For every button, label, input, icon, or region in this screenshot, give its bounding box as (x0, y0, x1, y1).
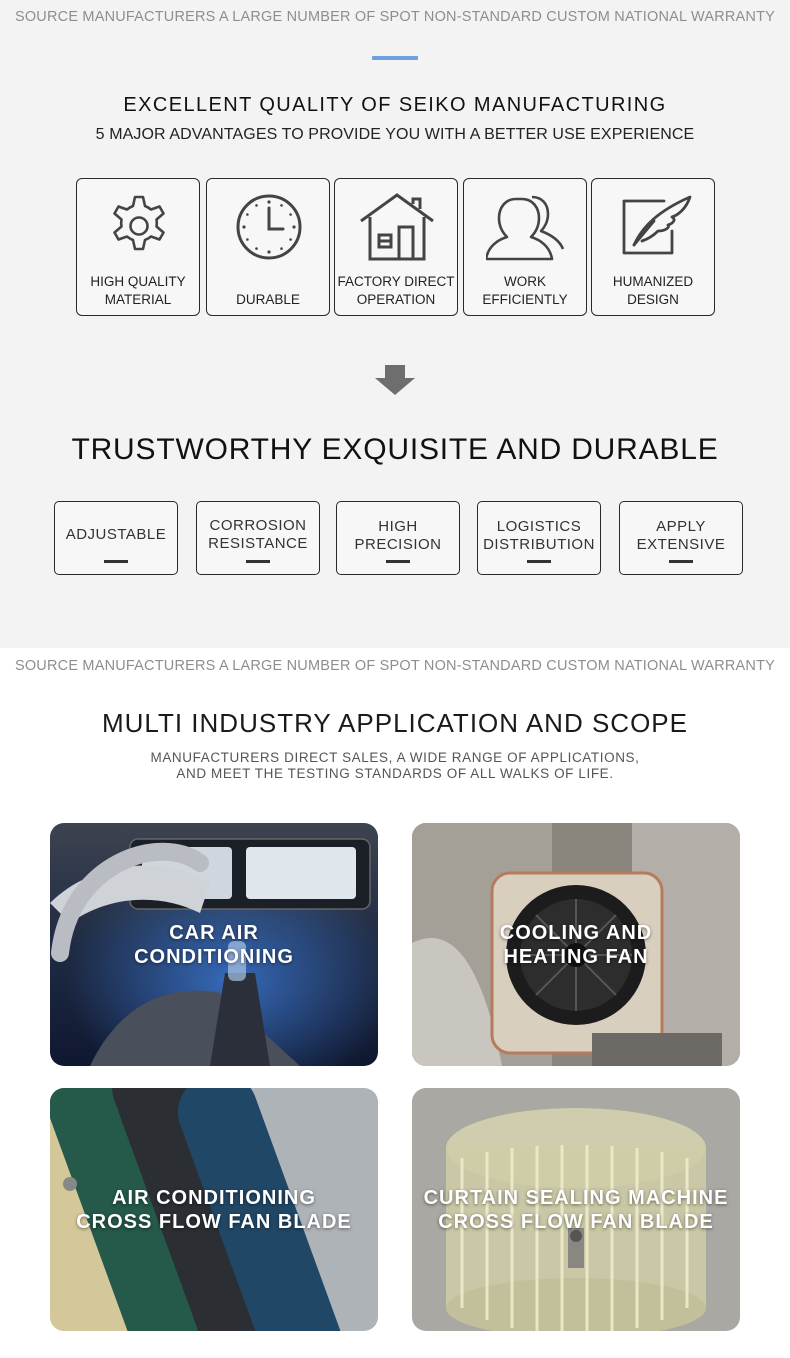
feature-card-corrosion (196, 501, 320, 575)
caption-line: COOLING AND (499, 921, 653, 944)
advantage-card-humanized-design (591, 178, 715, 316)
feature-label: DISTRIBUTION (483, 536, 595, 553)
feature-label: CORROSION (209, 517, 307, 534)
application-card-cooling-heating-fan (412, 823, 740, 1066)
caption-line: AIR CONDITIONING (112, 1186, 316, 1209)
feature-dash (386, 560, 410, 563)
advantage-label: MATERIAL (104, 292, 172, 307)
feature-label: EXTENSIVE (636, 536, 726, 553)
caption-line: CURTAIN SEALING MACHINE (423, 1186, 729, 1209)
advantage-card-durable (206, 178, 330, 316)
feature-label: APPLY (656, 518, 706, 535)
quality-subtitle: 5 MAJOR ADVANTAGES TO PROVIDE YOU WITH A BETTER USE EXPERIENCE (95, 126, 695, 143)
advantage-label: WORK (504, 274, 546, 289)
feature-card-logistics (477, 501, 601, 575)
scope-description: AND MEET THE TESTING STANDARDS OF ALL WALKS OF LIFE. (176, 766, 614, 781)
caption-line: HEATING FAN (503, 945, 649, 968)
scope-title: MULTI INDUSTRY APPLICATION AND SCOPE (102, 708, 688, 738)
advantage-label: HIGH QUALITY (90, 274, 186, 289)
people-icon (486, 191, 566, 263)
feature-dash (104, 560, 128, 563)
caption-line: CROSS FLOW FAN BLADE (438, 1210, 714, 1233)
caption-line: CONDITIONING (134, 945, 294, 968)
feature-card-apply (619, 501, 743, 575)
application-card-car-air-conditioning (50, 823, 378, 1066)
feature-dash (246, 560, 270, 563)
advantage-label: DURABLE (236, 292, 300, 307)
scope-description: MANUFACTURERS DIRECT SALES, A WIDE RANGE OF APPLICATIONS, (150, 750, 640, 765)
warranty-banner: SOURCE MANUFACTURERS A LARGE NUMBER OF SPOT NON-STANDARD CUSTOM NATIONAL WARRANTY (14, 9, 776, 25)
advantage-label: OPERATION (356, 292, 436, 307)
feature-dash (669, 560, 693, 563)
advantage-label: HUMANIZED (612, 274, 694, 289)
feature-label: RESISTANCE (208, 535, 308, 552)
advantage-card-factory-direct (334, 178, 458, 316)
quality-section (0, 0, 790, 648)
advantage-label: FACTORY DIRECT (337, 274, 455, 289)
feature-label: HIGH (378, 518, 418, 535)
advantage-label: EFFICIENTLY (482, 292, 568, 307)
feature-dash (527, 560, 551, 563)
application-caption (412, 921, 740, 969)
quality-title: EXCELLENT QUALITY OF SEIKO MANUFACTURING (123, 94, 667, 116)
advantage-label: DESIGN (627, 292, 679, 307)
durable-title: TRUSTWORTHY EXQUISITE AND DURABLE (71, 433, 719, 466)
feature-label: ADJUSTABLE (65, 526, 167, 543)
application-caption (50, 1186, 378, 1234)
down-arrow-icon (374, 363, 416, 397)
feature-label: LOGISTICS (496, 518, 582, 535)
clock-icon (229, 191, 309, 263)
feature-label: PRECISION (354, 536, 442, 553)
advantage-card-high-quality (76, 178, 200, 316)
caption-line: CROSS FLOW FAN BLADE (76, 1210, 352, 1233)
application-card-curtain-sealing-fan-blade (412, 1088, 740, 1331)
house-icon (357, 191, 437, 263)
gear-icon (99, 191, 179, 263)
application-card-cross-flow-fan-blade (50, 1088, 378, 1331)
advantages-row (76, 178, 716, 316)
warranty-banner: SOURCE MANUFACTURERS A LARGE NUMBER OF SPOT NON-STANDARD CUSTOM NATIONAL WARRANTY (14, 658, 776, 674)
feature-card-precision (336, 501, 460, 575)
application-caption (412, 1186, 740, 1234)
advantage-card-work-efficiently (463, 178, 587, 316)
feature-card-adjustable (54, 501, 178, 575)
caption-line: CAR AIR (169, 921, 259, 944)
accent-bar (372, 56, 418, 60)
quill-icon (614, 191, 694, 263)
application-caption (50, 921, 378, 969)
